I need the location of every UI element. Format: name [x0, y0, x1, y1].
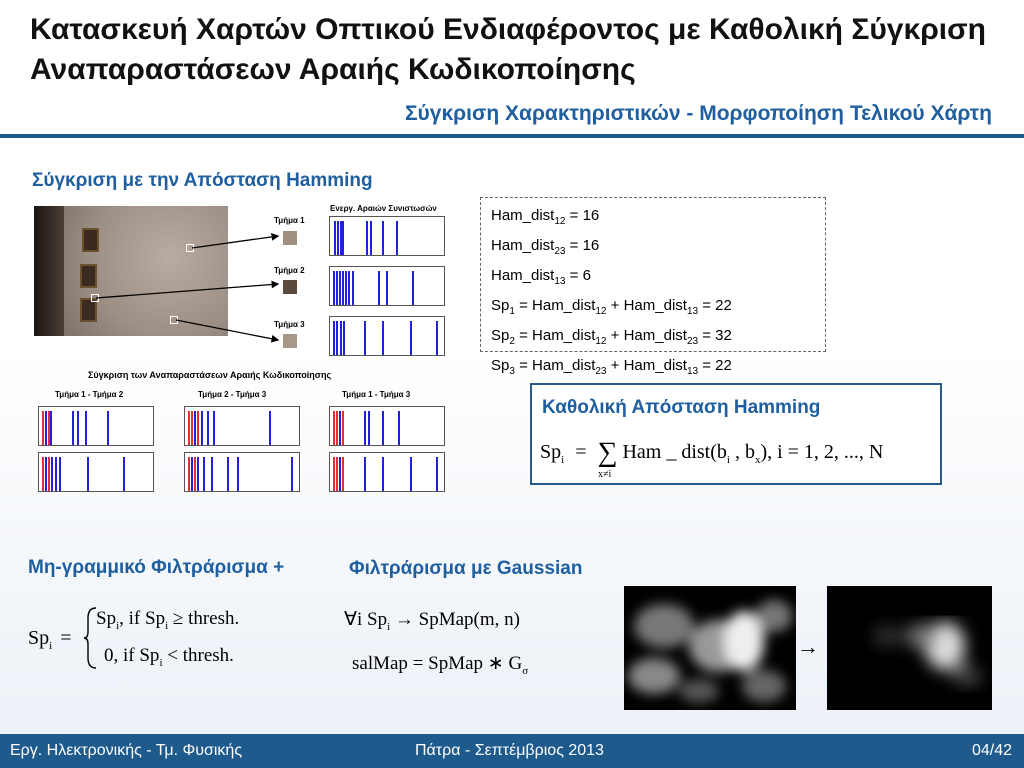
segment-patch-2 — [283, 280, 297, 294]
footer-place-date: Πάτρα - Σεπτέμβριος 2013 — [415, 742, 604, 759]
global-hamming-heading: Καθολική Απόσταση Hamming — [542, 397, 821, 418]
distances-box — [480, 197, 826, 377]
code-plot-segment-1 — [329, 216, 445, 256]
case-1: $Sp_i$, if $Sp_i$ ≥ thresh. — [96, 608, 240, 632]
code-plot-segment-3 — [329, 316, 445, 356]
segment-label-1: Τμήμα 1 — [274, 216, 305, 225]
active-components-label: Ενεργ. Αραιών Συνιστωσών — [330, 204, 437, 213]
slide-title: Κατασκευή Χαρτών Οπτικού Ενδιαφέροντος με Καθολική Σύγκριση Αναπαραστάσεων Αραιής Κωδικοποίησης — [30, 13, 986, 86]
nonlinear-filter-heading: Μη-γραμμικό Φιλτράρισμα + — [28, 557, 285, 578]
code-plot-segment-2 — [329, 266, 445, 306]
salmap-formula: salMap = SpMap ∗ $G_\sigma$ — [352, 653, 529, 677]
filter-arrow: → — [797, 634, 819, 659]
pair-plot-1-3-bottom — [329, 452, 445, 492]
footer-lab: Εργ. Ηλεκτρονικής - Τμ. Φυσικής — [10, 742, 243, 759]
dist-23-line: Ham_dist$_{23}$ = 16 — [491, 237, 600, 257]
pair-label-1-3: Τμήμα 1 - Τμήμα 3 — [342, 390, 411, 399]
comparison-title: Σύγκριση των Αναπαραστάσεων Αραιής Κωδικοποίησης — [88, 370, 332, 380]
dist-12-line: Ham_dist$_{12}$ = 16 — [491, 207, 600, 227]
pair-label-1-2: Τμήμα 1 - Τμήμα 2 — [55, 390, 124, 399]
segment-label-3: Τμήμα 3 — [274, 320, 305, 329]
segment-label-2: Τμήμα 2 — [274, 266, 305, 275]
salmap-image — [827, 586, 992, 710]
spmap-image — [624, 586, 796, 710]
slide-subtitle: Σύγκριση Χαρακτηριστικών - Μορφοποίηση Τελικού Χάρτη — [404, 102, 992, 125]
footer-bar — [0, 734, 1024, 768]
global-hamming-box — [530, 383, 942, 485]
pair-plot-1-3-top — [329, 406, 445, 446]
footer-page-number: 04/42 — [971, 742, 1012, 759]
sum-subscript: x≠i — [598, 469, 612, 480]
pair-plot-2-3-bottom — [184, 452, 300, 492]
case-2: 0, if $Sp_i$ < thresh. — [104, 645, 234, 669]
pair-label-2-3: Τμήμα 2 - Τμήμα 3 — [198, 390, 267, 399]
hamming-heading: Σύγκριση με την Απόσταση Hamming — [32, 170, 373, 191]
segment-patch-3 — [283, 334, 297, 348]
global-hamming-formula: $Sp_i$ = ∑ Ham _ $dist(b_i$ , $b_x$), i = 1, 2, ..., N — [540, 437, 884, 468]
gaussian-filter-heading: Φιλτράρισμα με Gaussian — [349, 558, 583, 579]
sp1-line: $Sp_1$ = Ham_dist$_{12}$ + Ham_dist$_{13}$ = 22 — [491, 297, 732, 317]
sp3-line: $Sp_3$ = Ham_dist$_{23}$ + Ham_dist$_{13}$ = 22 — [491, 357, 732, 377]
spmap-formula: ∀i $Sp_i$ → SpMap(m, n) — [344, 609, 520, 633]
segment-patch-1 — [283, 231, 297, 245]
pair-plot-1-2-bottom — [38, 452, 154, 492]
sp2-line: $Sp_2$ = Ham_dist$_{12}$ + Ham_dist$_{23}$ = 32 — [491, 327, 732, 347]
pair-plot-2-3-top — [184, 406, 300, 446]
pair-plot-1-2-top — [38, 406, 154, 446]
dist-13-line: Ham_dist$_{13}$ = 6 — [491, 267, 591, 287]
case-lhs: $Sp_i$ = — [28, 627, 72, 652]
